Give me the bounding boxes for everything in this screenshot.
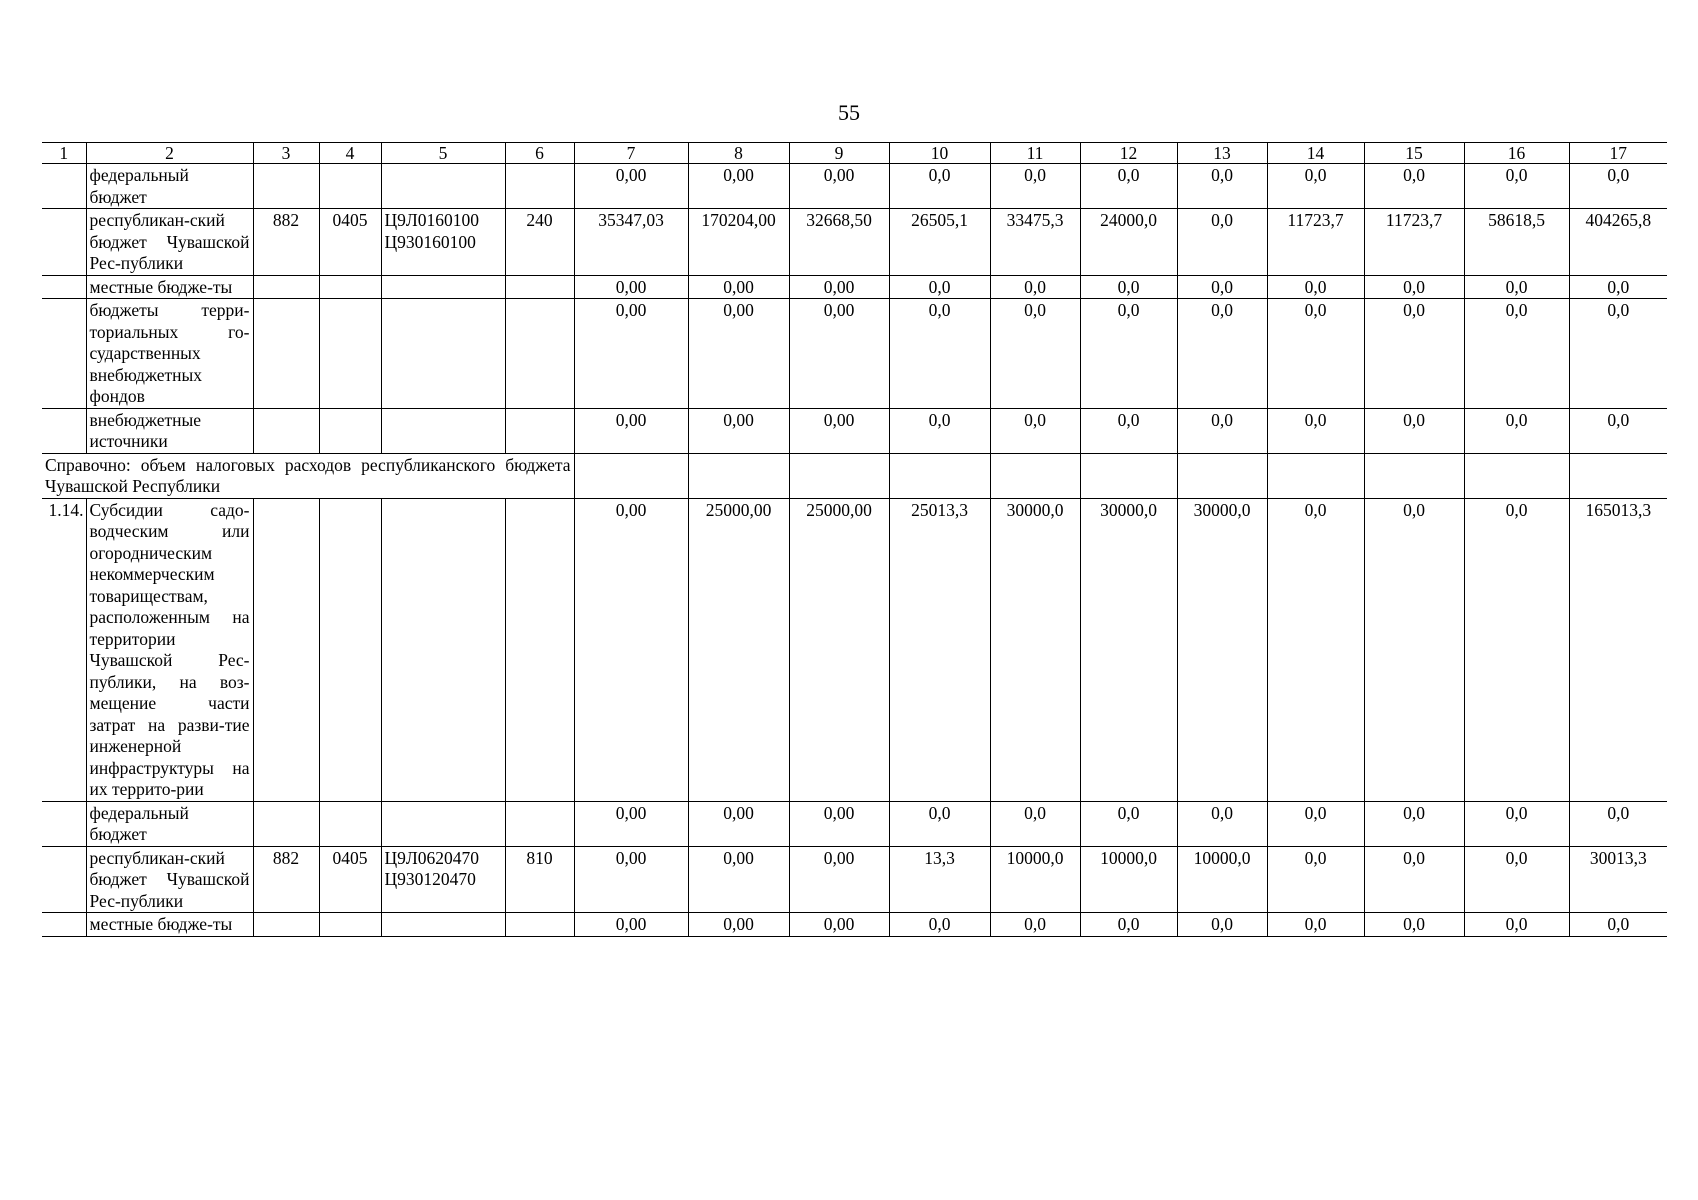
value-cell: 0,0 xyxy=(1464,299,1569,409)
row-name-cell: федеральный бюджет xyxy=(86,801,253,846)
value-cell: 0,0 xyxy=(889,913,990,937)
table-row xyxy=(42,913,1667,937)
value-cell: 0,0 xyxy=(1267,275,1364,299)
expense-type-cell: 810 xyxy=(505,846,574,913)
header-cell: 1 xyxy=(42,143,86,164)
value-cell: 0,0 xyxy=(1569,408,1667,453)
table-row xyxy=(42,408,1667,453)
value-cell: 0,0 xyxy=(990,801,1080,846)
header-cell: 4 xyxy=(319,143,381,164)
value-cell: 0,0 xyxy=(1177,913,1267,937)
expense-type-cell xyxy=(505,299,574,409)
budget-code-cell xyxy=(253,801,319,846)
value-cell: 0,00 xyxy=(789,164,889,209)
value-cell: 0,0 xyxy=(1569,299,1667,409)
expense-type-cell xyxy=(505,408,574,453)
header-cell: 7 xyxy=(574,143,688,164)
target-code-cell: Ц9Л0620470 Ц930120470 xyxy=(381,846,505,913)
header-cell: 17 xyxy=(1569,143,1667,164)
value-cell xyxy=(1464,453,1569,498)
value-cell: 0,0 xyxy=(1364,846,1464,913)
value-cell: 0,0 xyxy=(1267,846,1364,913)
budget-code-cell xyxy=(253,275,319,299)
value-cell: 0,0 xyxy=(1464,164,1569,209)
row-number-cell xyxy=(42,275,86,299)
value-cell: 0,0 xyxy=(1080,801,1177,846)
value-cell: 10000,0 xyxy=(1177,846,1267,913)
row-name-cell: внебюджетные источники xyxy=(86,408,253,453)
target-code-cell: Ц9Л0160100 Ц930160100 xyxy=(381,209,505,276)
value-cell: 0,0 xyxy=(1364,299,1464,409)
value-cell: 0,0 xyxy=(1177,801,1267,846)
value-cell: 0,0 xyxy=(1267,408,1364,453)
value-cell: 0,0 xyxy=(1177,164,1267,209)
value-cell: 0,0 xyxy=(1364,913,1464,937)
section-code-cell xyxy=(319,913,381,937)
expense-type-cell xyxy=(505,275,574,299)
value-cell: 0,00 xyxy=(574,498,688,801)
row-number-cell xyxy=(42,913,86,937)
row-name-cell: местные бюдже-ты xyxy=(86,275,253,299)
value-cell: 0,00 xyxy=(688,846,789,913)
value-cell xyxy=(574,453,688,498)
value-cell: 0,00 xyxy=(688,299,789,409)
value-cell: 404265,8 xyxy=(1569,209,1667,276)
expense-type-cell xyxy=(505,498,574,801)
value-cell: 0,0 xyxy=(1364,164,1464,209)
expense-type-cell: 240 xyxy=(505,209,574,276)
value-cell: 0,0 xyxy=(1364,498,1464,801)
value-cell: 0,0 xyxy=(889,408,990,453)
value-cell xyxy=(1080,453,1177,498)
value-cell xyxy=(1569,453,1667,498)
row-number-cell: 1.14. xyxy=(42,498,86,801)
row-number-cell xyxy=(42,846,86,913)
budget-code-cell: 882 xyxy=(253,209,319,276)
table-row xyxy=(42,846,1667,913)
value-cell: 0,0 xyxy=(1177,408,1267,453)
value-cell: 0,0 xyxy=(1464,498,1569,801)
value-cell: 0,00 xyxy=(688,164,789,209)
value-cell: 30013,3 xyxy=(1569,846,1667,913)
section-code-cell xyxy=(319,164,381,209)
value-cell: 30000,0 xyxy=(1080,498,1177,801)
value-cell: 0,0 xyxy=(1364,801,1464,846)
value-cell: 0,0 xyxy=(1569,164,1667,209)
header-cell: 6 xyxy=(505,143,574,164)
value-cell: 0,00 xyxy=(574,164,688,209)
expense-type-cell xyxy=(505,913,574,937)
value-cell: 0,0 xyxy=(1080,275,1177,299)
value-cell: 0,00 xyxy=(574,408,688,453)
value-cell: 165013,3 xyxy=(1569,498,1667,801)
target-code-cell xyxy=(381,801,505,846)
value-cell: 0,0 xyxy=(1569,275,1667,299)
value-cell: 25000,00 xyxy=(789,498,889,801)
row-name-cell: Субсидии садо-водческим или огородническим некоммерческим товариществам, расположенным на территории Чувашской Рес-публики, на воз-мещение части затрат на разви-тие инженерной инфраструктуры на их террито-рии xyxy=(86,498,253,801)
value-cell: 0,0 xyxy=(990,408,1080,453)
value-cell: 0,00 xyxy=(789,299,889,409)
value-cell: 0,00 xyxy=(574,801,688,846)
section-code-cell xyxy=(319,408,381,453)
header-cell: 13 xyxy=(1177,143,1267,164)
value-cell: 58618,5 xyxy=(1464,209,1569,276)
value-cell xyxy=(889,453,990,498)
target-code-cell xyxy=(381,498,505,801)
value-cell: 0,00 xyxy=(688,275,789,299)
value-cell: 0,0 xyxy=(1080,299,1177,409)
table-row xyxy=(42,498,1667,801)
header-cell: 3 xyxy=(253,143,319,164)
table-row xyxy=(42,164,1667,209)
value-cell: 0,00 xyxy=(574,299,688,409)
value-cell: 0,0 xyxy=(1364,275,1464,299)
value-cell: 35347,03 xyxy=(574,209,688,276)
value-cell: 0,0 xyxy=(1464,408,1569,453)
value-cell: 0,0 xyxy=(1177,299,1267,409)
value-cell: 0,00 xyxy=(789,408,889,453)
row-name-cell: местные бюдже-ты xyxy=(86,913,253,937)
value-cell: 0,0 xyxy=(889,801,990,846)
header-cell: 14 xyxy=(1267,143,1364,164)
row-number-cell xyxy=(42,801,86,846)
header-cell: 8 xyxy=(688,143,789,164)
value-cell: 0,00 xyxy=(574,846,688,913)
value-cell: 0,0 xyxy=(990,913,1080,937)
reference-row xyxy=(42,453,1667,498)
value-cell: 0,00 xyxy=(688,408,789,453)
row-name-cell: бюджеты терри-ториальных го-сударственных внебюджетных фондов xyxy=(86,299,253,409)
section-code-cell xyxy=(319,275,381,299)
target-code-cell xyxy=(381,275,505,299)
row-number-cell xyxy=(42,408,86,453)
section-code-cell xyxy=(319,299,381,409)
row-name-cell: республикан-ский бюджет Чувашской Рес-публики xyxy=(86,846,253,913)
target-code-cell xyxy=(381,164,505,209)
value-cell xyxy=(789,453,889,498)
target-code-cell xyxy=(381,299,505,409)
value-cell xyxy=(1267,453,1364,498)
target-code-cell xyxy=(381,913,505,937)
header-row xyxy=(42,143,1667,164)
value-cell: 11723,7 xyxy=(1364,209,1464,276)
value-cell: 0,0 xyxy=(1080,913,1177,937)
value-cell: 0,0 xyxy=(990,299,1080,409)
value-cell: 0,0 xyxy=(1177,209,1267,276)
value-cell: 30000,0 xyxy=(990,498,1080,801)
section-code-cell xyxy=(319,498,381,801)
value-cell xyxy=(1177,453,1267,498)
budget-code-cell: 882 xyxy=(253,846,319,913)
table-body xyxy=(42,143,1667,937)
table-row xyxy=(42,275,1667,299)
value-cell: 0,0 xyxy=(1267,801,1364,846)
row-number-cell xyxy=(42,209,86,276)
value-cell: 0,0 xyxy=(1464,275,1569,299)
header-cell: 12 xyxy=(1080,143,1177,164)
value-cell: 0,00 xyxy=(574,913,688,937)
budget-code-cell xyxy=(253,299,319,409)
value-cell: 25013,3 xyxy=(889,498,990,801)
section-code-cell: 0405 xyxy=(319,209,381,276)
value-cell: 0,00 xyxy=(789,801,889,846)
header-cell: 5 xyxy=(381,143,505,164)
value-cell: 33475,3 xyxy=(990,209,1080,276)
row-name-cell: федеральный бюджет xyxy=(86,164,253,209)
value-cell: 25000,00 xyxy=(688,498,789,801)
value-cell: 0,0 xyxy=(1267,299,1364,409)
value-cell xyxy=(990,453,1080,498)
value-cell: 24000,0 xyxy=(1080,209,1177,276)
value-cell: 0,0 xyxy=(1267,164,1364,209)
value-cell: 13,3 xyxy=(889,846,990,913)
value-cell xyxy=(1364,453,1464,498)
table-row xyxy=(42,801,1667,846)
value-cell: 10000,0 xyxy=(990,846,1080,913)
table-row xyxy=(42,209,1667,276)
value-cell: 0,0 xyxy=(889,164,990,209)
value-cell: 0,00 xyxy=(789,275,889,299)
value-cell: 0,0 xyxy=(990,164,1080,209)
value-cell: 0,0 xyxy=(1080,164,1177,209)
value-cell: 32668,50 xyxy=(789,209,889,276)
value-cell: 30000,0 xyxy=(1177,498,1267,801)
header-cell: 9 xyxy=(789,143,889,164)
section-code-cell: 0405 xyxy=(319,846,381,913)
budget-code-cell xyxy=(253,408,319,453)
target-code-cell xyxy=(381,408,505,453)
value-cell: 0,0 xyxy=(1464,801,1569,846)
value-cell: 0,0 xyxy=(1464,846,1569,913)
value-cell: 0,0 xyxy=(1569,913,1667,937)
value-cell: 0,0 xyxy=(1464,913,1569,937)
header-cell: 2 xyxy=(86,143,253,164)
value-cell: 0,0 xyxy=(889,275,990,299)
value-cell: 0,00 xyxy=(688,913,789,937)
header-cell: 15 xyxy=(1364,143,1464,164)
expense-type-cell xyxy=(505,164,574,209)
value-cell: 0,0 xyxy=(1267,498,1364,801)
value-cell: 0,0 xyxy=(1267,913,1364,937)
value-cell xyxy=(688,453,789,498)
reference-cell: Справочно: объем налоговых расходов республиканского бюджета Чувашской Республики xyxy=(42,453,574,498)
value-cell: 11723,7 xyxy=(1267,209,1364,276)
value-cell: 0,0 xyxy=(1080,408,1177,453)
header-cell: 10 xyxy=(889,143,990,164)
row-number-cell xyxy=(42,299,86,409)
value-cell: 26505,1 xyxy=(889,209,990,276)
value-cell: 0,00 xyxy=(789,846,889,913)
value-cell: 0,0 xyxy=(1177,275,1267,299)
value-cell: 170204,00 xyxy=(688,209,789,276)
value-cell: 0,00 xyxy=(789,913,889,937)
budget-code-cell xyxy=(253,164,319,209)
value-cell: 0,0 xyxy=(1364,408,1464,453)
value-cell: 0,0 xyxy=(990,275,1080,299)
budget-code-cell xyxy=(253,498,319,801)
section-code-cell xyxy=(319,801,381,846)
row-name-cell: республикан-ский бюджет Чувашской Рес-публики xyxy=(86,209,253,276)
value-cell: 0,0 xyxy=(889,299,990,409)
row-number-cell xyxy=(42,164,86,209)
header-cell: 16 xyxy=(1464,143,1569,164)
value-cell: 0,0 xyxy=(1569,801,1667,846)
budget-code-cell xyxy=(253,913,319,937)
page-number: 55 xyxy=(838,100,860,125)
table-row xyxy=(42,299,1667,409)
expense-type-cell xyxy=(505,801,574,846)
budget-table xyxy=(42,142,1667,937)
value-cell: 0,00 xyxy=(688,801,789,846)
value-cell: 10000,0 xyxy=(1080,846,1177,913)
header-cell: 11 xyxy=(990,143,1080,164)
value-cell: 0,00 xyxy=(574,275,688,299)
